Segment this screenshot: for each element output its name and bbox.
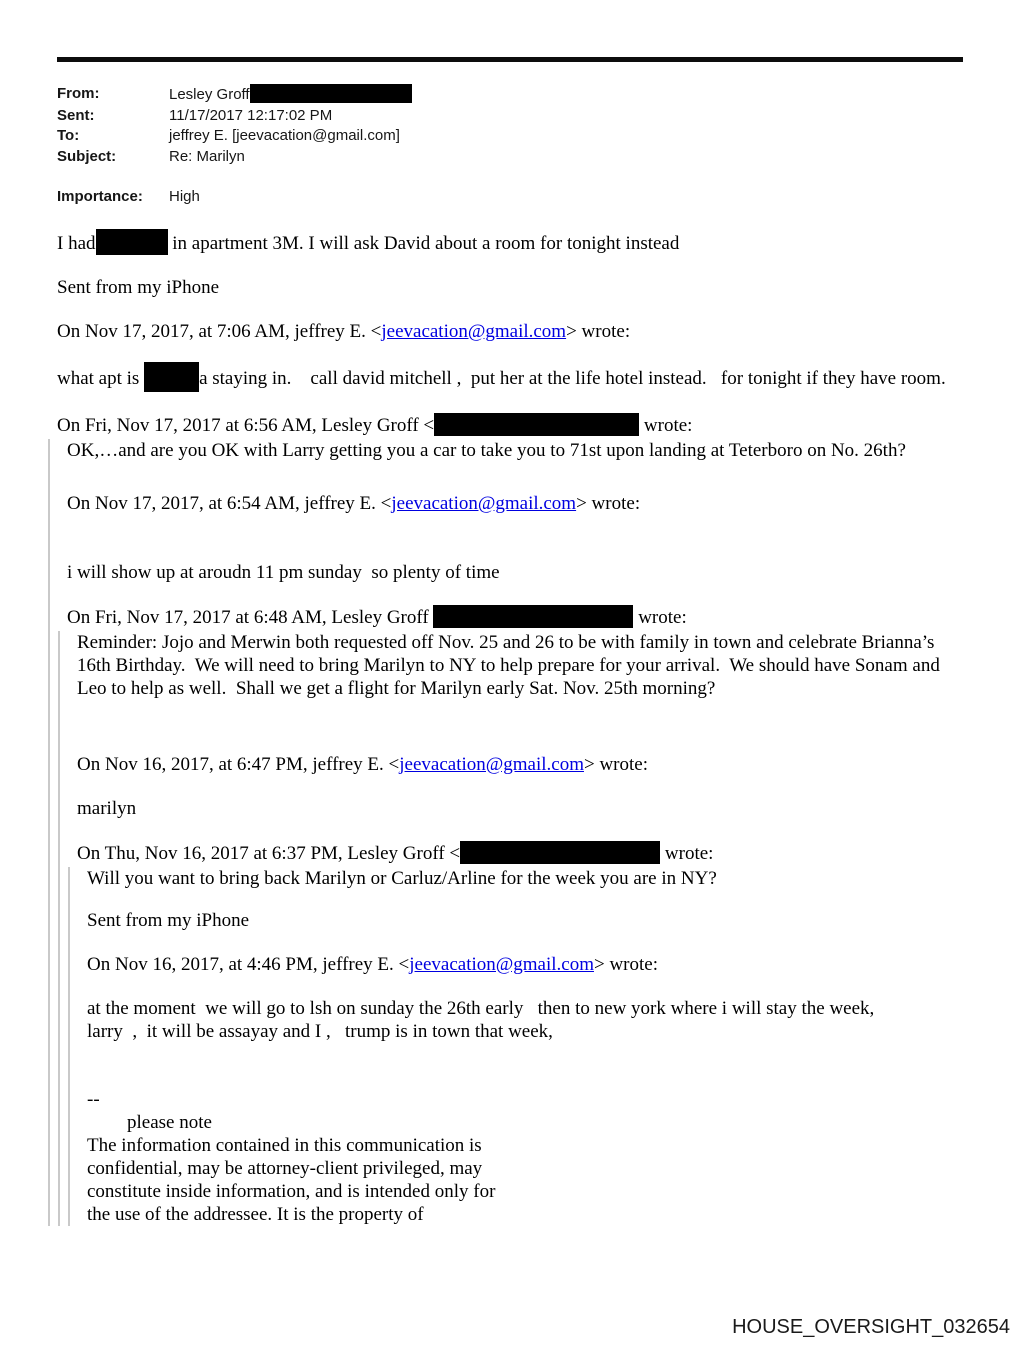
email-link[interactable]: jeevacation@gmail.com <box>399 753 584 775</box>
attribution-637-post: wrote: <box>660 842 714 864</box>
reminder-paragraph: Reminder: Jojo and Merwin both requested off Nov. 25 and 26 to be with family in town and celebrate Brianna’s 16th Birthday. We will need to bring Marilyn to NY to help prepare for your arrival. We should have Sonam and Leo to help as well. Shall we get a flight for Marilyn early Sat. Nov. 25th morning? <box>77 631 945 699</box>
attribution-647-pre: On Nov 16, 2017, at 6:47 PM, jeffrey E. < <box>77 753 400 775</box>
please-note-line: please note <box>127 1111 212 1133</box>
attribution-637-redaction <box>460 841 660 864</box>
attribution-648-redaction <box>433 605 633 628</box>
attribution-706-post: > wrote: <box>566 320 631 342</box>
attribution-446-pre: On Nov 16, 2017, at 4:46 PM, jeffrey E. < <box>87 953 410 975</box>
attribution-648-post: wrote: <box>633 606 687 628</box>
attribution-648-pre: On Fri, Nov 17, 2017 at 6:48 AM, Lesley Groff <box>67 606 434 628</box>
attribution-656-post: wrote: <box>639 414 693 436</box>
opening-pre: I had <box>57 232 96 254</box>
apartment-name-redaction <box>144 362 199 392</box>
disclaimer-line-4: the use of the addressee. It is the property of <box>87 1203 424 1225</box>
header-row-to <box>57 126 967 147</box>
header-row-subject <box>57 147 967 168</box>
moment-line-1: at the moment we will go to lsh on sunday the 26th early then to new york where i will stay the week, <box>87 997 875 1019</box>
header-row-from <box>57 84 967 106</box>
opening-redaction <box>96 229 168 255</box>
disclaimer-line-2: confidential, may be attorney-client privileged, may <box>87 1157 483 1179</box>
bates-number: HOUSE_OVERSIGHT_032654 <box>732 1316 1010 1338</box>
quote-level-2 <box>58 631 967 1226</box>
attribution-706-pre: On Nov 17, 2017, at 7:06 AM, jeffrey E. < <box>57 320 382 342</box>
attribution-446 <box>87 953 967 976</box>
attribution-654 <box>67 492 967 515</box>
to-value: jeffrey E. [jeevacation@gmail.com] <box>169 127 400 144</box>
attribution-647 <box>77 753 967 776</box>
apartment-paragraph <box>57 362 967 392</box>
subject-value: Re: Marilyn <box>169 147 245 165</box>
moment-paragraph <box>87 997 967 1043</box>
apt-pre: what apt is <box>57 367 145 389</box>
to-label: To: <box>57 127 80 144</box>
email-link[interactable]: jeevacation@gmail.com <box>391 492 577 514</box>
attribution-637 <box>77 841 967 865</box>
disclaimer-line-3: constitute inside information, and is intended only for <box>87 1180 496 1202</box>
attribution-656 <box>57 413 967 437</box>
attribution-446-post: > wrote: <box>593 953 658 975</box>
from-label: From: <box>57 85 100 102</box>
show-up-line: i will show up at aroudn 11 pm sunday so plenty of time <box>67 561 500 583</box>
sent-from-iphone-quoted: Sent from my iPhone <box>87 909 250 931</box>
sent-from-iphone: Sent from my iPhone <box>57 276 220 298</box>
subject-label: Subject: <box>57 147 117 165</box>
sent-value: 11/17/2017 12:17:02 PM <box>169 106 333 124</box>
apt-post: a staying in. call david mitchell , put her at the life hotel instead. for tonight if they have room. <box>199 367 946 389</box>
top-divider-rule <box>57 57 963 62</box>
quote-level-1 <box>48 439 967 1226</box>
email-content <box>57 84 967 1226</box>
opening-post: in apartment 3M. I will ask David about a room for tonight instead <box>167 232 680 254</box>
from-address-redaction <box>250 84 412 103</box>
header-row-sent <box>57 106 967 127</box>
attribution-656-pre: On Fri, Nov 17, 2017 at 6:56 AM, Lesley Groff < <box>57 414 435 436</box>
email-header <box>57 84 967 208</box>
attribution-647-post: > wrote: <box>583 753 648 775</box>
moment-line-2: larry , it will be assayay and I , trump is in town that week, <box>87 1020 553 1042</box>
sent-label: Sent: <box>57 106 95 124</box>
importance-label: Importance: <box>57 188 143 205</box>
header-row-importance <box>57 187 967 208</box>
from-value <box>169 84 412 106</box>
opening-paragraph <box>57 229 967 255</box>
attribution-654-pre: On Nov 17, 2017, at 6:54 AM, jeffrey E. < <box>67 492 392 514</box>
ok-line: OK,…and are you OK with Larry getting you a car to take you to 71st upon landing at Teterboro on No. 26th? <box>67 439 906 461</box>
email-link[interactable]: jeevacation@gmail.com <box>409 953 594 975</box>
email-link[interactable]: jeevacation@gmail.com <box>381 320 567 342</box>
attribution-637-pre: On Thu, Nov 16, 2017 at 6:37 PM, Lesley Groff < <box>77 842 461 864</box>
attribution-648 <box>67 605 967 629</box>
disclaimer-line-1: The information contained in this communication is <box>87 1134 482 1156</box>
marilyn-line: marilyn <box>77 797 137 819</box>
attribution-656-redaction <box>434 413 639 436</box>
confidentiality-note <box>87 1111 525 1226</box>
signature-dashes: -- <box>87 1088 100 1110</box>
attribution-654-post: > wrote: <box>576 492 641 514</box>
from-name: Lesley Groff <box>169 86 250 103</box>
quote-level-3 <box>68 867 967 1226</box>
attribution-706 <box>57 320 967 343</box>
will-you-line: Will you want to bring back Marilyn or Carluz/Arline for the week you are in NY? <box>87 867 717 889</box>
importance-value: High <box>169 188 200 205</box>
